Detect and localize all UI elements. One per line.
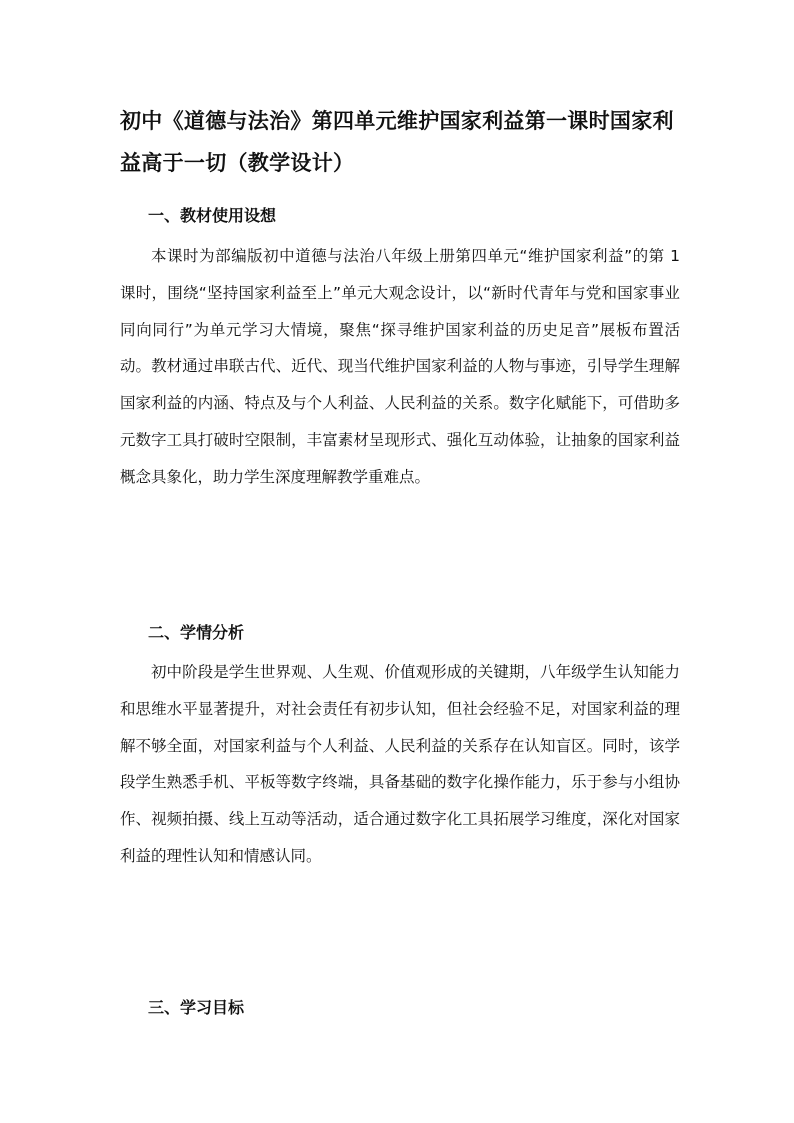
section-heading-learner-analysis: 二、学情分析 bbox=[148, 623, 245, 642]
document-title: 初中《道德与法治》第四单元维护国家利益第一课时国家利益高于一切（教学设计） bbox=[120, 109, 674, 175]
section-paragraph-learner-analysis: 初中阶段是学生世界观、人生观、价值观形成的关键期，八年级学生认知能力和思维水平显著提升，对社会责任有初步认知，但社会经验不足，对国家利益的理解不够全面，对国家利益与个人利益、人民利益的关系存在认知盲区。同时，该学段学生熟悉手机、平板等数字终端，具备基础的数字化操作能力，乐于参与小组协作、视频拍摄、线上互动等活动，适合通过数字化工具拓展学习维度，深化对国家利益的理性认知和情感认同。 bbox=[120, 663, 680, 865]
section-heading-learning-objectives: 三、学习目标 bbox=[148, 998, 245, 1017]
section-heading-textbook-use: 一、教材使用设想 bbox=[148, 206, 277, 225]
section-paragraph-textbook-use: 本课时为部编版初中道德与法治八年级上册第四单元“维护国家利益”的第 1 课时，围绕“坚持国家利益至上”单元大观念设计，以“新时代青年与党和国家事业同向同行”为单元学习大情境，聚焦“探寻维护国家利益的历史足音”展板布置活动。教材通过串联古代、近代、现当代维护国家利益的人物与事迹，引导学生理解国家利益的内涵、特点及与个人利益、人民利益的关系。数字化赋能下，可借助多元数字工具打破时空限制，丰富素材呈现形式、强化互动体验，让抽象的国家利益概念具象化，助力学生深度理解教学重难点。 bbox=[120, 247, 680, 486]
